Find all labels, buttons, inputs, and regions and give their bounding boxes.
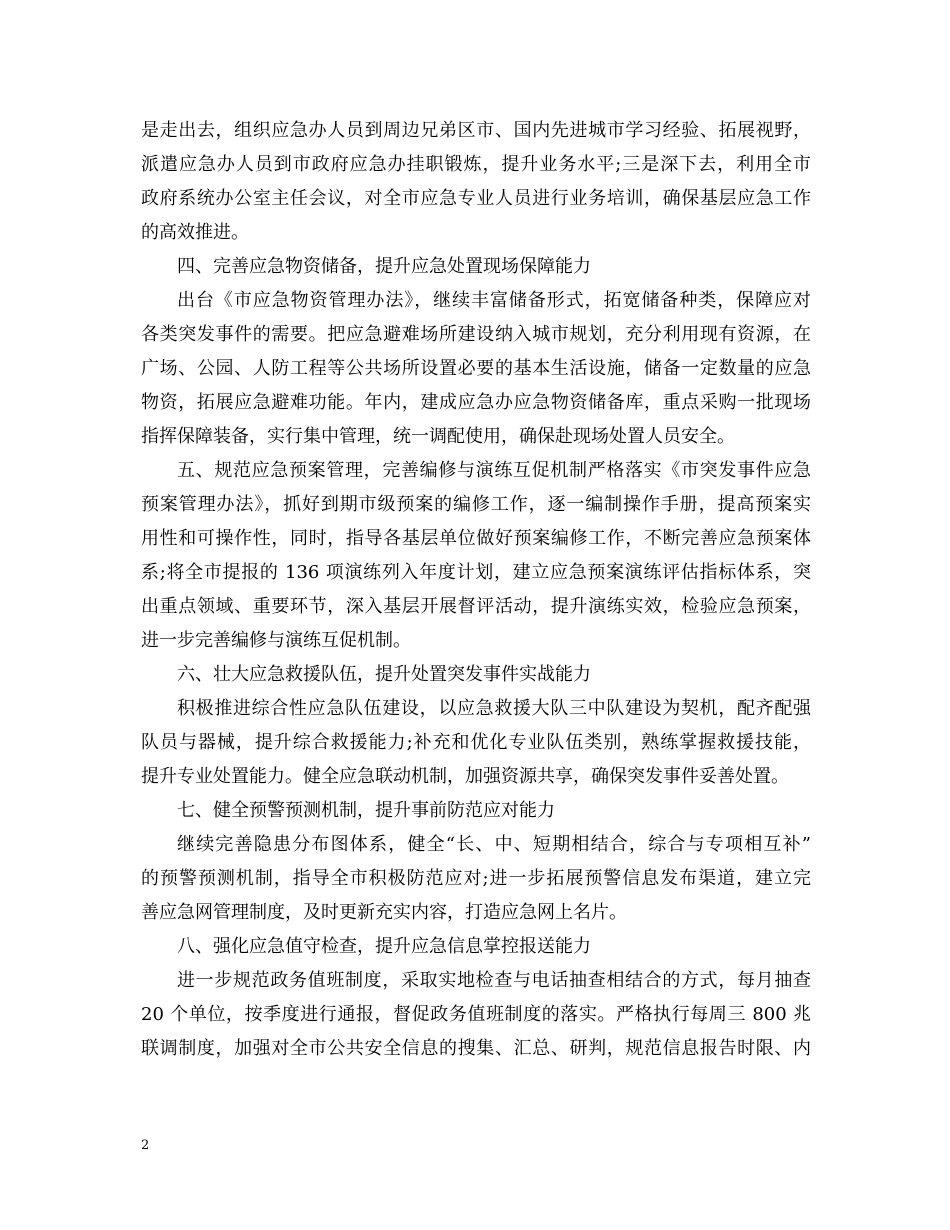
document-body — [141, 114, 811, 1066]
text-line: 系;将全市提报的 136 项演练列入年度计划，建立应急预案演练评估指标体系，突 — [141, 562, 811, 583]
text-line: 积极推进综合性应急队伍建设，以应急救援大队三中队建设为契机，配齐配强 — [177, 698, 811, 719]
text-line: 指挥保障装备，实行集中管理，统一调配使用，确保赴现场处置人员安全。 — [141, 426, 735, 447]
text-line: 出重点领域、重要环节，深入基层开展督评活动，提升演练实效，检验应急预案， — [141, 596, 811, 617]
text-line: 四、完善应急物资储备，提升应急处置现场保障能力 — [177, 256, 591, 277]
text-line: 各类突发事件的需要。把应急避难场所建设纳入城市规划，充分利用现有资源，在 — [141, 324, 811, 345]
text-line: 物资，拓展应急避难功能。年内，建成应急办应急物资储备库，重点采购一批现场 — [141, 392, 811, 413]
text-line: 队员与器械，提升综合救援能力;补充和优化专业队伍类别，熟练掌握救援技能， — [141, 732, 811, 753]
text-line: 预案管理办法》，抓好到期市级预案的编修工作，逐一编制操作手册，提高预案实 — [141, 494, 811, 515]
text-line: 出台《市应急物资管理办法》，继续丰富储备形式，拓宽储备种类，保障应对 — [177, 290, 811, 311]
text-line: 进一步规范政务值班制度，采取实地检查与电话抽查相结合的方式，每月抽查 — [177, 970, 811, 991]
text-line: 联调制度，加强对全市公共安全信息的搜集、汇总、研判，规范信息报告时限、内 — [141, 1038, 811, 1059]
text-line: 派遣应急办人员到市政府应急办挂职锻炼，提升业务水平;三是深下去，利用全市 — [141, 154, 811, 175]
text-line: 七、健全预警预测机制，提升事前防范应对能力 — [177, 800, 555, 821]
text-line: 八、强化应急值守检查，提升应急信息掌控报送能力 — [177, 936, 591, 957]
text-line: 进一步完善编修与演练互促机制。 — [141, 630, 411, 651]
text-line: 提升专业处置能力。健全应急联动机制，加强资源共享，确保突发事件妥善处置。 — [141, 766, 789, 787]
text-line: 广场、公园、人防工程等公共场所设置必要的基本生活设施，储备一定数量的应急 — [141, 358, 811, 379]
text-line: 政府系统办公室主任会议，对全市应急专业人员进行业务培训，确保基层应急工作 — [141, 188, 811, 209]
text-line: 用性和可操作性，同时，指导各基层单位做好预案编修工作，不断完善应急预案体 — [141, 528, 811, 549]
text-line: 的高效推进。 — [141, 222, 249, 243]
text-line: 是走出去，组织应急办人员到周边兄弟区市、国内先进城市学习经验、拓展视野， — [141, 120, 811, 141]
text-line: 六、壮大应急救援队伍，提升处置突发事件实战能力 — [177, 664, 591, 685]
page-number: 2 — [141, 1138, 150, 1153]
text-line: 20 个单位，按季度进行通报，督促政务值班制度的落实。严格执行每周三 800 兆 — [141, 1004, 811, 1025]
text-line: 继续完善隐患分布图体系，健全“长、中、短期相结合，综合与专项相互补” — [177, 834, 811, 855]
text-line: 善应急网管理制度，及时更新充实内容，打造应急网上名片。 — [141, 902, 627, 923]
text-line: 的预警预测机制，指导全市积极防范应对;进一步拓展预警信息发布渠道，建立完 — [141, 868, 811, 889]
text-line: 五、规范应急预案管理，完善编修与演练互促机制严格落实《市突发事件应急 — [177, 460, 811, 481]
